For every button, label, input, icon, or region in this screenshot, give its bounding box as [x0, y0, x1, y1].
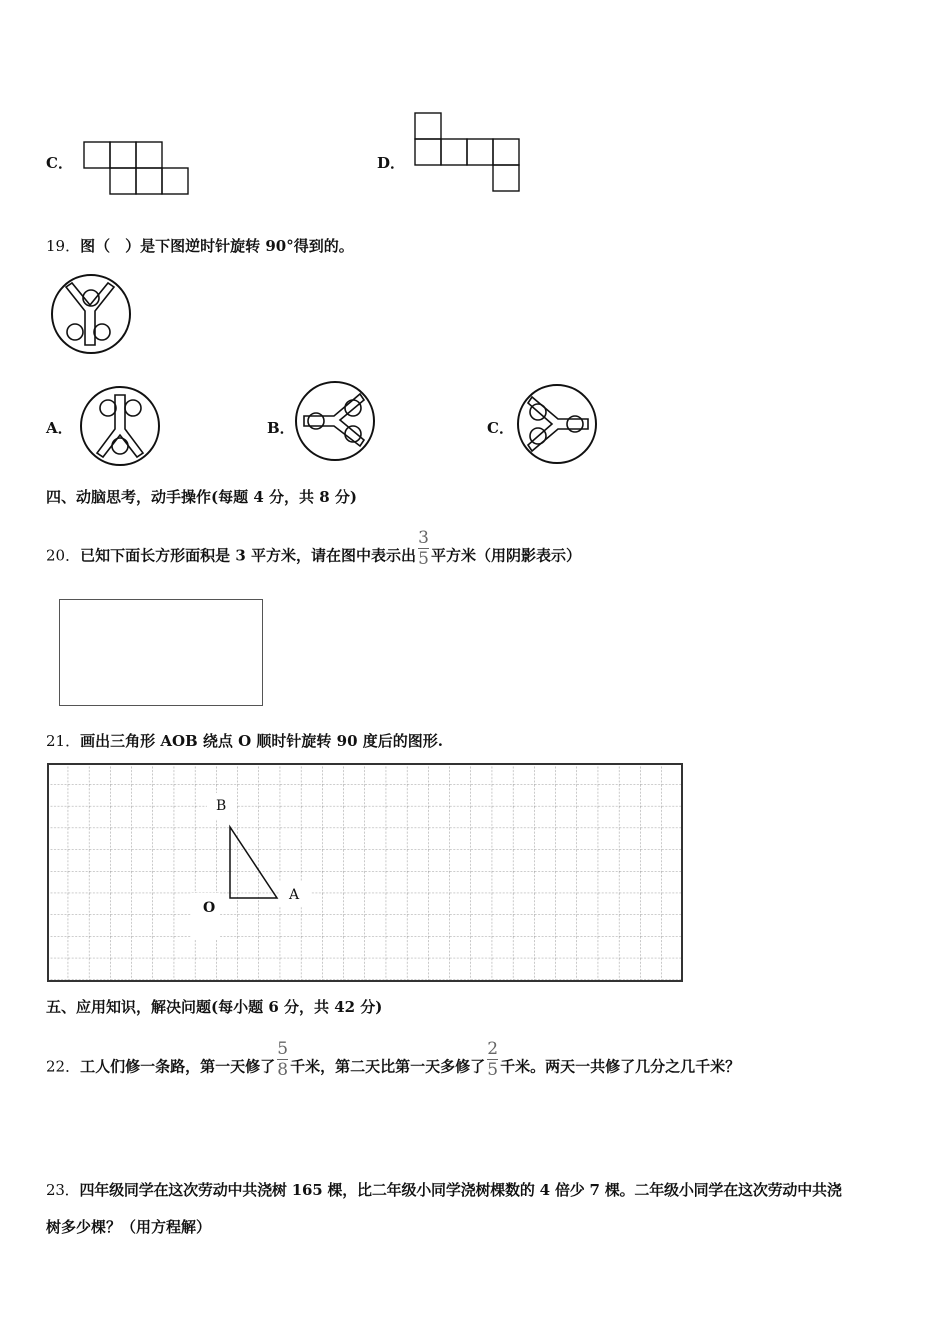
section-5-heading: 五、应用知识，解决问题(每小题 6 分，共 42 分): [46, 998, 383, 1016]
q20-text-after: 平方米（用阴影表示）: [430, 546, 581, 565]
q19-option-c-label: C．: [487, 419, 514, 437]
q20-fraction-numerator: 3: [418, 528, 429, 548]
q21-label-o: O: [203, 900, 216, 916]
q18-option-c-label: C．: [46, 154, 73, 172]
q22-fraction-2: [487, 1039, 498, 1080]
q23-number: 23．: [46, 1181, 80, 1199]
q20-fraction-denominator: 5: [418, 549, 429, 569]
q19-option-b-figure: [294, 380, 376, 462]
q19-option-a-label: A．: [46, 419, 73, 437]
q21-question: [46, 731, 443, 751]
q21-number: 21．: [46, 732, 81, 750]
q19-question: [46, 236, 354, 256]
q22-text-3: 千米。两天一共修了几分之几千米？: [500, 1057, 741, 1076]
q21-label-b: B: [216, 798, 227, 814]
q18-option-d-net: [415, 113, 525, 195]
q23-text-line-1: 四年级同学在这次劳动中共浇树 165 棵，比二年级小同学浇树棵数的 4 倍少 7 棵。二年级小同学在这次劳动中共浇: [79, 1181, 842, 1199]
q22-question: [46, 1039, 741, 1088]
q22-fraction-2-denominator: 5: [487, 1060, 499, 1080]
q19-option-c-figure: [516, 383, 598, 465]
q19-option-a-figure: [79, 385, 161, 467]
q20-text-before: 已知下面长方形面积是 3 平方米，请在图中表示出: [80, 546, 416, 565]
q21-grid[interactable]: [47, 763, 684, 983]
q20-rectangle[interactable]: [59, 599, 263, 706]
q19-original-figure: [50, 273, 132, 355]
q18-option-c-net: [84, 142, 194, 198]
q23-question-line-1: [46, 1180, 842, 1200]
q20-number: 20．: [46, 546, 81, 565]
q19-option-b-label: B．: [267, 419, 295, 437]
q22-fraction-1: [277, 1039, 288, 1080]
q18-option-d-label: D．: [377, 154, 406, 172]
q21-text: 画出三角形 AOB 绕点 O 顺时针旋转 90 度后的图形.: [80, 732, 443, 750]
q22-text-1: 工人们修一条路，第一天修了: [80, 1057, 276, 1076]
q23-text-line-2: 树多少棵？（用方程解）: [46, 1218, 212, 1236]
q19-text: 图（ ）是下图逆时针旋转 90°得到的。: [80, 237, 354, 255]
q22-fraction-1-denominator: 8: [277, 1060, 289, 1080]
q22-fraction-1-numerator: 5: [277, 1039, 289, 1059]
q21-label-a: A: [289, 887, 300, 903]
q22-text-2: 千米，第二天比第一天多修了: [290, 1057, 486, 1076]
q22-number: 22．: [46, 1057, 81, 1076]
q20-fraction: [418, 528, 429, 569]
q20-question: [46, 528, 581, 577]
q19-number: 19．: [46, 237, 81, 255]
section-4-heading: 四、动脑思考，动手操作(每题 4 分，共 8 分): [46, 488, 357, 506]
q22-fraction-2-numerator: 2: [487, 1039, 499, 1059]
